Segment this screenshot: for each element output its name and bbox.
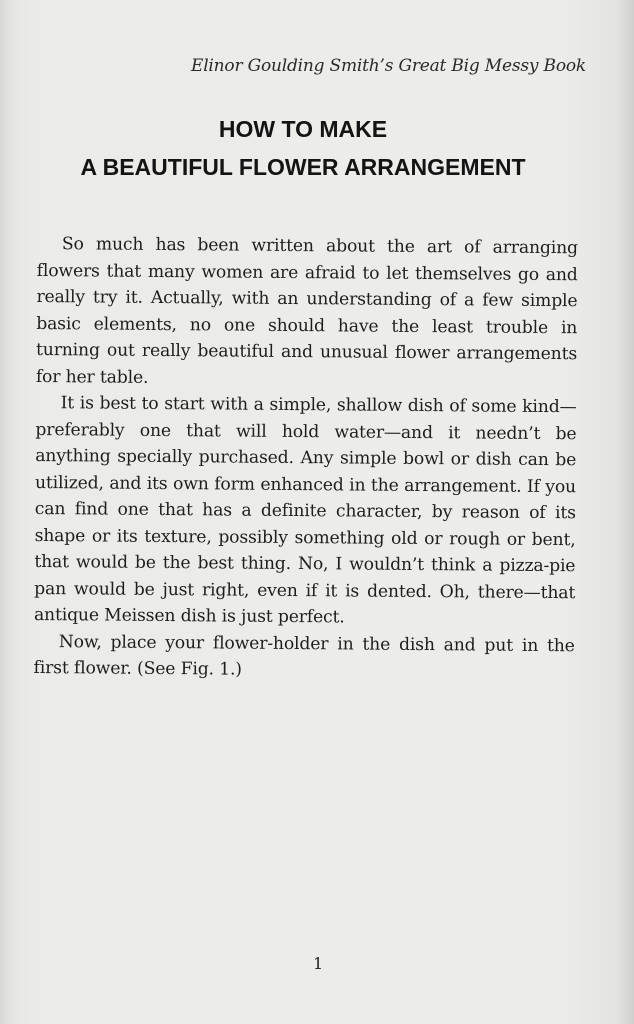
running-head: Elinor Goulding Smith’s Great Big Messy Book	[190, 56, 586, 76]
body-text	[33, 231, 578, 686]
chapter-title-line-1: HOW TO MAKE	[218, 116, 388, 142]
chapter-title-line-2: A BEAUTIFUL FLOWER ARRANGEMENT	[80, 154, 526, 180]
chapter-title	[0, 110, 606, 186]
paragraph-2: It is best to start with a simple, shallow dish of some kind—preferably one that will hold water—and it needn’t be anything specially purchased. Any simple bowl or dish can be utilized, and its own form enhanced in the arrangement. If you can find one that has a definite character, by reason of its shape or its texture, possibly something old or rough or bent, that would be the best thing. No, I wouldn’t think a pizza-pie pan would be just right, even if it is dented. Oh, there—that antique Meissen dish is just perfect.	[33, 393, 577, 628]
paragraph-1: So much has been written about the art of arranging flowers that many women are afraid to let themselves go and really try it. Actually, with an understanding of a few simple basic elements, no one should have the least trouble in turning out really beautiful and unusual flower arrangements for her table.	[35, 234, 578, 388]
paragraph-3: Now, place your flower-holder in the dish and put in the first flower. (See Fig. 1.)	[33, 631, 575, 680]
page-number: 1	[313, 954, 324, 973]
